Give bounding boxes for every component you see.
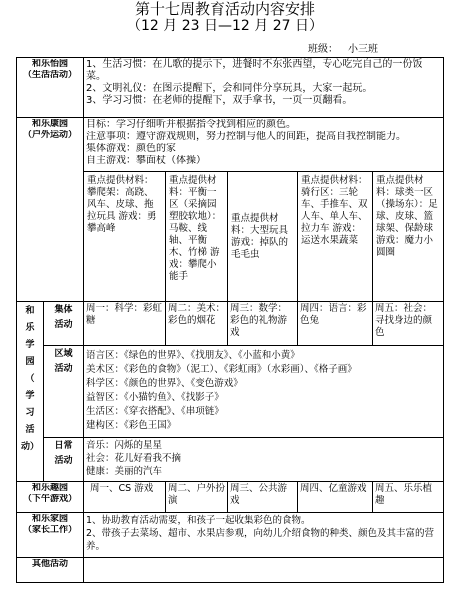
lexue-daily-line: 健康：美丽的汽车 <box>86 466 163 477</box>
lexue-daily-label-2: 活动 <box>54 456 73 466</box>
lejia-item: 2、带孩子去菜场、超市、水果店参观，向幼儿介绍食物的种类、颜色及其丰富的营养。 <box>86 528 435 552</box>
lexue-area-line: 语言区：《绿色的世界》、《找朋友》、《小蓝和小黄》 <box>86 350 300 361</box>
lexue-daily-label-1: 日常 <box>54 441 73 451</box>
lexue-collective-day-1 <box>84 302 166 346</box>
section-leyi-name: 和乐怡园 <box>32 59 69 69</box>
class-label: 班级： <box>308 44 338 55</box>
row-leyi <box>17 58 444 118</box>
section-lexue-char: 活 <box>25 425 35 435</box>
lekang-material-1 <box>84 172 166 302</box>
lekang-material-5-text: 重点提供材料：球类一区（操场东）：足球、皮球、篮球架、保龄球 游戏：魔力小圆圈 <box>376 175 438 258</box>
lexue-area-line: 科学区：《颜色的世界》、《变色游戏》 <box>86 378 243 389</box>
lexue-area-label-1: 区域 <box>54 349 73 359</box>
section-lekang-sub: （户外运动） <box>23 130 78 140</box>
leqing-day-1 <box>84 482 166 513</box>
lexue-collective-day-2 <box>166 302 228 346</box>
section-lekang-name: 和乐康园 <box>32 119 69 129</box>
section-lekang <box>17 118 84 302</box>
row-lejia <box>17 513 444 558</box>
lejia-content <box>84 513 444 558</box>
section-lejia-sub: （家长工作） <box>23 525 78 535</box>
row-other <box>17 558 444 583</box>
lexue-collective-label-2: 活动 <box>54 320 73 330</box>
leqing-day-5-text: 周五、乐乐植趣 <box>375 483 433 506</box>
lexue-collective-day-4 <box>298 302 373 346</box>
lexue-area-label <box>44 346 84 438</box>
row-lexue-daily <box>17 438 444 482</box>
lexue-collective-day-3 <box>228 302 298 346</box>
section-lexue <box>17 302 44 482</box>
section-lexue-char: （ <box>25 374 35 384</box>
section-lexue-char: 学 <box>25 391 35 401</box>
leyi-item: 1、生活习惯：在儿歌的提示下，进餐时不东张西望，专心吃完自己的一份饭菜。 <box>86 59 423 82</box>
row-leqing <box>17 482 444 513</box>
lexue-area-line: 建构区：《彩色王国》 <box>86 420 177 431</box>
leyi-item: 3、学习习惯：在老师的提醒下，双手拿书，一页一页翻看。 <box>86 95 353 106</box>
lekang-group-game: 集体游戏：颜色的家 <box>86 143 177 154</box>
section-lexue-char: 习 <box>25 408 35 418</box>
section-leqing <box>17 482 84 513</box>
lejia-item: 1、协助教育活动需要，和孩子一起收集彩色的食物。 <box>86 515 311 526</box>
leqing-day-5 <box>373 482 444 513</box>
row-lekang-top <box>17 118 444 172</box>
section-other-name: 其他活动 <box>32 559 69 569</box>
lexue-collective-day-1-text: 周一：科学：彩虹糖 <box>86 303 163 326</box>
lekang-material-2 <box>166 172 228 302</box>
lekang-goals <box>84 118 444 172</box>
section-lejia-name: 和乐家园 <box>32 514 69 524</box>
lekang-note: 注意事项：遵守游戏规则，努力控制与他人的间距，提高自我控制能力。 <box>86 131 407 142</box>
other-content <box>84 558 444 583</box>
lexue-collective-label-1: 集体 <box>54 305 73 315</box>
leqing-day-4-text: 周四、亿童游戏 <box>300 483 367 494</box>
leqing-day-2 <box>166 482 228 513</box>
lexue-collective-day-5-text: 周五：社会：寻找身边的颜色 <box>375 303 433 338</box>
lekang-material-4-text: 重点提供材料：骑行区：三轮车、手推车、双人车、单人车、拉力车 游戏：运送水果蔬菜 <box>301 175 368 246</box>
section-lexue-char: 和 <box>25 306 35 316</box>
leqing-day-2-text: 周二、户外扮演 <box>168 483 226 506</box>
lexue-collective-label <box>44 302 84 346</box>
section-other <box>17 558 84 583</box>
lexue-area-content <box>84 346 444 438</box>
row-lexue-area <box>17 346 444 438</box>
lexue-collective-day-3-text: 周三：数学：彩色的礼物游戏 <box>230 303 288 338</box>
leqing-day-4 <box>298 482 373 513</box>
lekang-material-5 <box>373 172 444 302</box>
section-lejia <box>17 513 84 558</box>
schedule-table <box>16 57 444 583</box>
lexue-collective-day-5 <box>373 302 444 346</box>
lekang-material-1-text: 重点提供材料：攀爬架：高跷、风车、皮球、拖拉玩具 游戏：勇攀高峰 <box>87 175 157 234</box>
leyi-content <box>84 58 444 118</box>
section-leqing-sub: （下午游戏） <box>23 494 78 504</box>
section-leyi <box>17 58 84 118</box>
row-lexue-collective <box>17 302 444 346</box>
lexue-daily-content <box>84 438 444 482</box>
section-lexue-char: 乐 <box>25 323 35 333</box>
date-range: （12 月 23 日—12 月 27 日） <box>127 18 323 34</box>
section-lexue-char: 动） <box>20 442 39 452</box>
lexue-daily-line: 音乐：闪烁的星星 <box>86 440 163 451</box>
leqing-day-1-text: 周一、CS 游戏 <box>90 483 154 494</box>
class-value: 小三班 <box>348 44 378 55</box>
leqing-day-3 <box>228 482 298 513</box>
leqing-day-3-text: 周三、公共游戏 <box>230 483 288 506</box>
lekang-self-game: 自主游戏：攀面杖（体操） <box>86 155 207 166</box>
lexue-collective-day-2-text: 周二：美术：彩色的烟花 <box>168 303 226 326</box>
section-lexue-char: 园 <box>25 357 35 367</box>
lexue-daily-line: 社会：花儿好看我不摘 <box>86 453 182 464</box>
lexue-area-label-2: 活动 <box>54 364 73 374</box>
section-lexue-char: 学 <box>25 340 35 350</box>
section-leyi-sub: （生活活动） <box>23 70 78 80</box>
lexue-area-line: 美术区：《彩色的食物》（泥工）、《彩虹雨》（水彩画）、《格子画》 <box>86 364 357 375</box>
lekang-material-2-text: 重点提供材料：平衡一区（采摘园塑胶软地）：马鞍、线轴、平衡木、竹梯 游戏：攀爬小能手 <box>169 175 222 282</box>
page-title: 第十七周教育活动内容安排 <box>134 0 315 18</box>
lekang-material-3 <box>228 172 298 302</box>
class-info <box>308 44 378 56</box>
section-leqing-name: 和乐趣园 <box>32 483 69 493</box>
lekang-material-4 <box>298 172 373 302</box>
leyi-item: 2、文明礼仪：在图示提醒下，会和同伴分享玩具，大家一起玩。 <box>86 83 373 94</box>
lexue-collective-day-4-text: 周四：语言：彩色兔 <box>300 303 367 326</box>
lekang-material-3-text: 重点提供材料：大型玩具 游戏：掉队的毛毛虫 <box>231 212 289 260</box>
lexue-area-line: 生活区：《穿衣搭配》、《串项链》 <box>86 406 224 417</box>
lexue-area-line: 益智区：《小猫钓鱼》、《找影子》 <box>86 392 224 403</box>
lexue-daily-label <box>44 438 84 482</box>
lekang-goal: 目标：学习仔细听并根据指令找到相应的颜色。 <box>86 119 297 130</box>
